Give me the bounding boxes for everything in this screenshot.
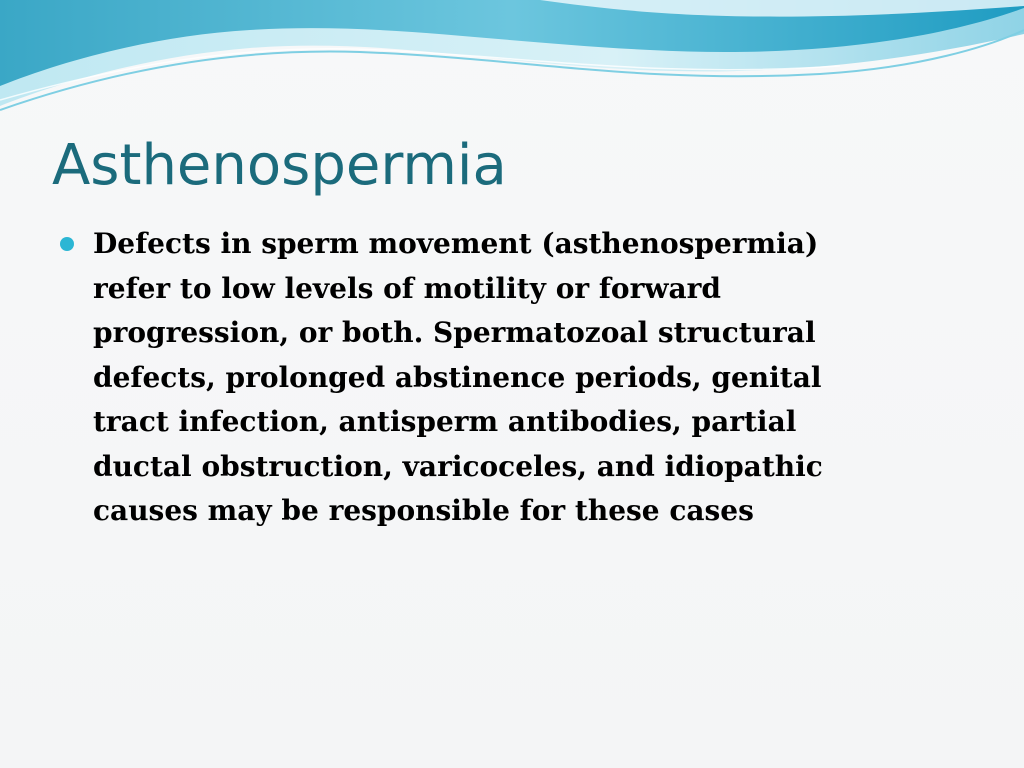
header-wave-decoration bbox=[0, 0, 1024, 120]
bullet-line: tract infection, antisperm antibodies, partial bbox=[93, 405, 797, 438]
slide-title: Asthenospermia bbox=[52, 133, 507, 198]
bullet-line: Defects in sperm movement (asthenospermia) bbox=[93, 227, 819, 260]
bullet-line: refer to low levels of motility or forward bbox=[93, 271, 721, 305]
bullet-list bbox=[60, 222, 940, 534]
bullet-text bbox=[93, 222, 940, 534]
bullet-line: ductal obstruction, varicoceles, and idiopathic bbox=[93, 449, 823, 483]
bullet-line: defects, prolonged abstinence periods, genital bbox=[93, 360, 822, 394]
bullet-dot-icon bbox=[60, 237, 74, 251]
bullet-line: causes may be responsible for these cases bbox=[93, 494, 754, 527]
bullet-line: progression, or both. Spermatozoal structural bbox=[93, 316, 816, 349]
bullet-item bbox=[60, 222, 940, 534]
